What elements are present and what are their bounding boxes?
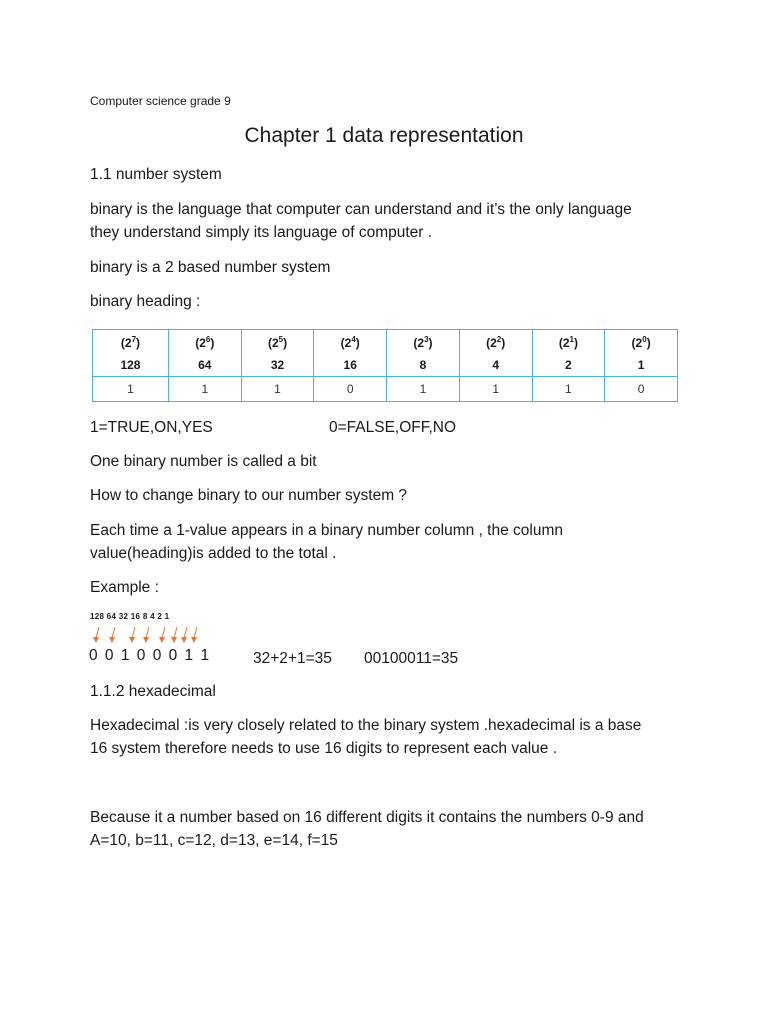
table-row-values <box>93 354 678 377</box>
bit-cell: 1 <box>93 377 169 402</box>
column-value-cell: 64 <box>168 354 241 377</box>
power-cell: $(2^7)$ <box>120 334 141 350</box>
arrow-icon <box>143 627 149 643</box>
hex-digits-line-2: A=10, b=11, c=12, d=13, e=14, f=15 <box>90 832 338 849</box>
rule-line-2: value(heading)is added to the total . <box>90 545 337 562</box>
table-row-powers <box>93 330 678 355</box>
column-value-cell: 1 <box>605 354 678 377</box>
power-cell: $(2^0)$ <box>605 330 678 355</box>
hex-digits-line-1: Because it a number based on 16 different digits it contains the numbers 0-9 and <box>90 809 644 826</box>
section-heading-hexadecimal: 1.1.2 hexadecimal <box>90 683 216 700</box>
binary-heading-table <box>92 329 678 402</box>
power-cell: $(2^5)$ <box>241 330 314 355</box>
bit-cell: 1 <box>532 377 605 402</box>
arrow-icon <box>159 627 165 643</box>
arrow-icon <box>129 627 135 643</box>
bit-cell: 1 <box>459 377 532 402</box>
bit-cell: 1 <box>387 377 460 402</box>
arrow-icon <box>191 627 197 643</box>
column-value-cell: 128 <box>120 358 141 372</box>
example-label: Example : <box>90 579 159 596</box>
example-arrows <box>88 624 208 648</box>
page-title: Chapter 1 data representation <box>244 124 524 147</box>
paragraph-base-2: binary is a 2 based number system <box>90 259 331 276</box>
bit-cell: 0 <box>605 377 678 402</box>
table-row-bits <box>93 377 678 402</box>
arrow-icon <box>109 627 115 643</box>
example-result: 00100011=35 <box>364 650 459 667</box>
example-binary-digits: 0 0 1 0 0 0 1 1 <box>89 647 211 664</box>
power-cell: $(2^3)$ <box>387 330 460 355</box>
bit-cell: 0 <box>314 377 387 402</box>
paragraph-binary-line-2: they understand simply its language of computer . <box>90 224 433 241</box>
column-value-cell: 16 <box>314 354 387 377</box>
column-value-cell: 32 <box>241 354 314 377</box>
column-value-cell: 8 <box>387 354 460 377</box>
question-line: How to change binary to our number system ? <box>90 487 408 504</box>
example-sum: 32+2+1=35 <box>253 650 332 667</box>
example-column-values: 128 64 32 16 8 4 2 1 <box>90 612 170 621</box>
false-definition: 0=FALSE,OFF,NO <box>329 419 457 436</box>
section-heading-number-system: 1.1 number system <box>90 166 222 183</box>
hex-paragraph-line-2: 16 system therefore needs to use 16 digits to represent each value . <box>90 740 557 757</box>
bit-definition: One binary number is called a bit <box>90 453 317 470</box>
arrow-icon <box>93 627 99 643</box>
power-cell: $(2^4)$ <box>314 330 387 355</box>
rule-line-1: Each time a 1-value appears in a binary number column , the column <box>90 522 563 539</box>
column-value-cell: 4 <box>459 354 532 377</box>
column-value-cell: 2 <box>532 354 605 377</box>
bit-cell: 1 <box>168 377 241 402</box>
header-note: Computer science grade 9 <box>90 94 231 108</box>
true-definition: 1=TRUE,ON,YES <box>90 419 213 436</box>
paragraph-binary-line-1: binary is the language that computer can understand and it’s the only language <box>90 201 632 218</box>
power-cell: $(2^6)$ <box>168 330 241 355</box>
bit-cell: 1 <box>241 377 314 402</box>
hex-paragraph-line-1: Hexadecimal :is very closely related to the binary system .hexadecimal is a base <box>90 717 642 734</box>
power-cell: $(2^2)$ <box>459 330 532 355</box>
power-cell: $(2^1)$ <box>532 330 605 355</box>
arrow-icon <box>171 627 177 643</box>
paragraph-binary-heading: binary heading : <box>90 293 201 310</box>
arrow-icon <box>181 627 187 643</box>
